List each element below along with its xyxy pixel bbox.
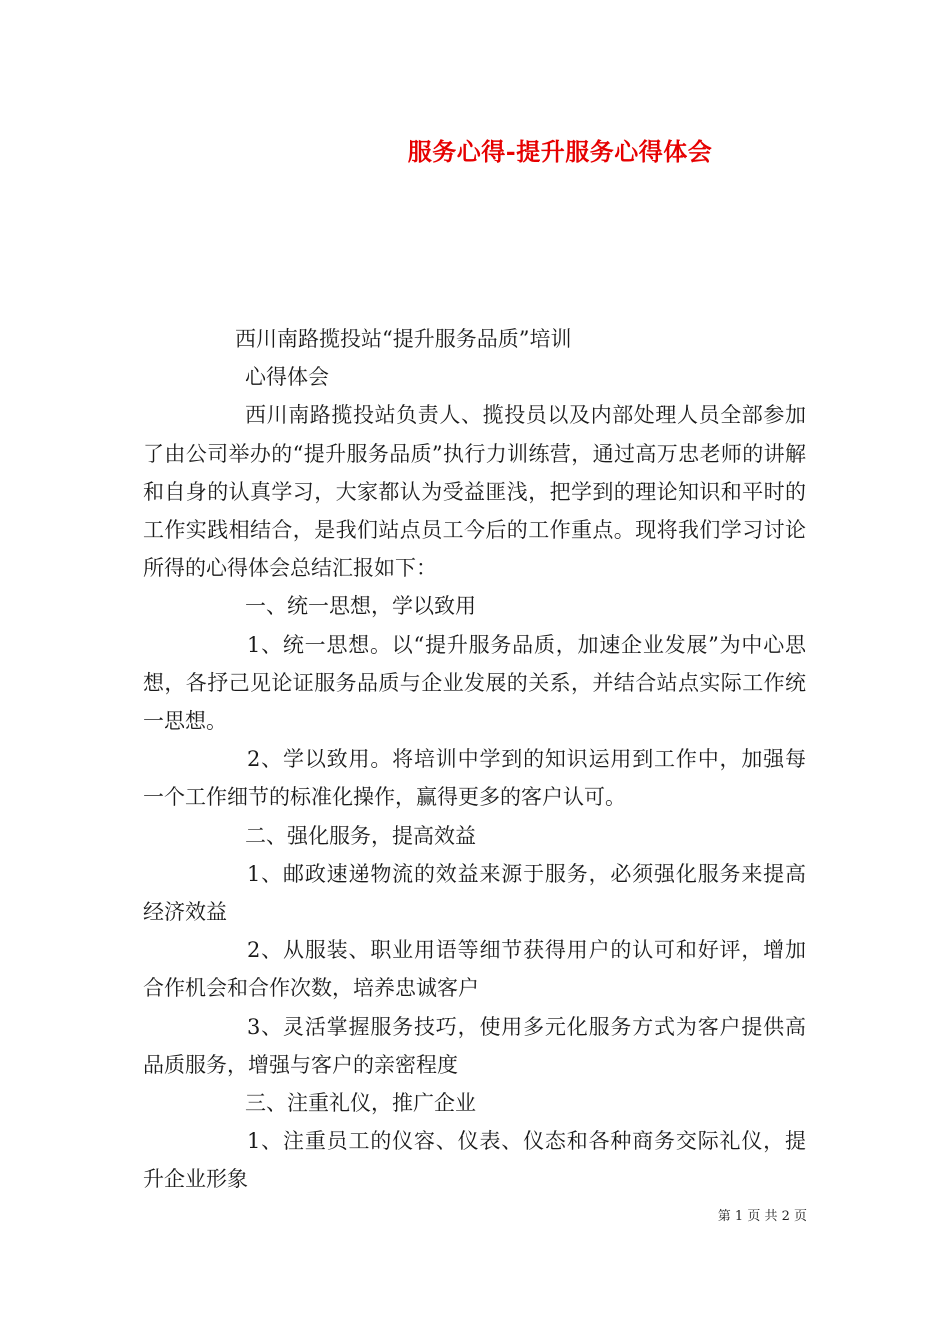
section-heading: 二、强化服务，提高效益 <box>245 823 476 848</box>
list-item: 1、统一思想。以“提升服务品质，加速企业发展”为中心思想，各抒己见论证服务品质与企业发展的关系，并结合站点实际工作统一思想。 <box>143 632 806 734</box>
list-item: 2、从服装、职业用语等细节获得用户的认可和好评，增加合作机会和合作次数，培养忠诚客户 <box>143 938 806 1001</box>
intro-paragraph: 西川南路揽投站负责人、揽投员以及内部处理人员全部参加了由公司举办的“提升服务品质”执行力训练营，通过高万忠老师的讲解和自身的认真学习，大家都认为受益匪浅，把学到的理论知识和平时的工作实践相结合，是我们站点员工今后的工作重点。现将我们学习讨论所得的心得体会总结汇报如下： <box>143 403 806 581</box>
section-heading: 一、统一思想，学以致用 <box>245 594 476 619</box>
document-body <box>143 320 806 1199</box>
list-item: 3、灵活掌握服务技巧，使用多元化服务方式为客户提供高品质服务，增强与客户的亲密程度 <box>143 1014 806 1077</box>
list-item: 1、邮政速递物流的效益来源于服务，必须强化服务来提高经济效益 <box>143 861 806 925</box>
section-heading: 三、注重礼仪，推广企业 <box>245 1091 476 1116</box>
subtitle-line: 西川南路揽投站“提升服务品质”培训 <box>235 327 572 351</box>
list-item: 2、学以致用。将培训中学到的知识运用到工作中，加强每一个工作细节的标准化操作，赢得更多的客户认可。 <box>143 747 806 810</box>
document-title: 服务心得-提升服务心得体会 <box>407 137 713 166</box>
page-number: 第 1 页 共 2 页 <box>717 1209 807 1224</box>
list-item: 1、注重员工的仪容、仪表、仪态和各种商务交际礼仪，提升企业形象 <box>143 1129 806 1192</box>
subtitle-line: 心得体会 <box>245 365 329 390</box>
